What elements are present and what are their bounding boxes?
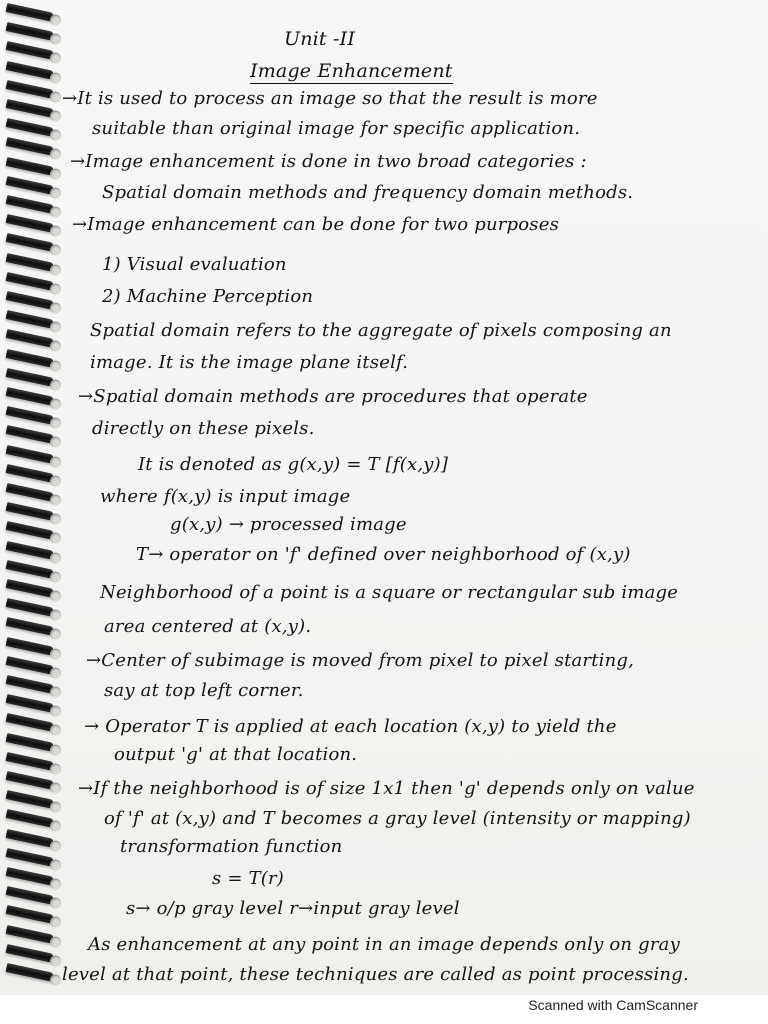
note-line-14: g(x,y) → processed image bbox=[170, 514, 407, 535]
spiral-ring bbox=[6, 253, 55, 272]
spiral-ring bbox=[6, 387, 55, 406]
spiral-ring bbox=[6, 963, 55, 982]
spiral-ring bbox=[6, 502, 55, 521]
spiral-ring bbox=[6, 809, 55, 828]
spiral-ring bbox=[6, 406, 55, 425]
note-line-26: s→ o/p gray level r→input gray level bbox=[126, 898, 460, 919]
spiral-ring bbox=[6, 176, 55, 195]
note-line-16: Neighborhood of a point is a square or rectangular sub image bbox=[100, 582, 679, 603]
spiral-ring bbox=[6, 617, 55, 636]
note-line-17: area centered at (x,y). bbox=[104, 616, 312, 637]
spiral-ring bbox=[6, 886, 55, 905]
spiral-ring bbox=[6, 118, 55, 137]
spiral-ring bbox=[6, 925, 55, 944]
spiral-ring bbox=[6, 214, 55, 233]
spiral-ring bbox=[6, 848, 55, 867]
note-line-15: T→ operator on 'f' defined over neighborhood of (x,y) bbox=[136, 544, 631, 565]
spiral-ring bbox=[6, 3, 55, 22]
spiral-ring bbox=[6, 733, 55, 752]
spiral-ring bbox=[6, 944, 55, 963]
page-title bbox=[250, 60, 453, 82]
spiral-ring bbox=[6, 233, 55, 252]
camscanner-watermark: Scanned with CamScanner bbox=[528, 997, 698, 1013]
note-line-20: → Operator T is applied at each location (x,y) to yield the bbox=[84, 716, 617, 737]
spiral-ring bbox=[6, 445, 55, 464]
spiral-ring bbox=[6, 579, 55, 598]
unit-title: Unit -II bbox=[284, 28, 356, 50]
note-line-10: →Spatial domain methods are procedures that operate bbox=[78, 386, 588, 407]
spiral-ring bbox=[6, 41, 55, 60]
spiral-ring bbox=[6, 464, 55, 483]
note-line-19: say at top left corner. bbox=[104, 680, 304, 701]
note-line-24: transformation function bbox=[120, 836, 343, 857]
note-line-25: s = T(r) bbox=[212, 868, 285, 889]
note-line-2: suitable than original image for specific application. bbox=[92, 118, 581, 139]
spiral-ring bbox=[6, 80, 55, 99]
note-line-28: level at that point, these techniques are called as point processing. bbox=[62, 964, 689, 985]
spiral-ring bbox=[6, 521, 55, 540]
spiral-ring bbox=[6, 368, 55, 387]
spiral-ring bbox=[6, 867, 55, 886]
note-line-3: →Image enhancement is done in two broad categories : bbox=[70, 151, 587, 172]
spiral-ring bbox=[6, 99, 55, 118]
spiral-ring bbox=[6, 195, 55, 214]
note-line-22: →If the neighborhood is of size 1x1 then 'g' depends only on value bbox=[78, 778, 695, 799]
note-line-11: directly on these pixels. bbox=[92, 418, 315, 439]
note-line-1: →It is used to process an image so that the result is more bbox=[62, 88, 598, 109]
spiral-ring bbox=[6, 329, 55, 348]
spiral-ring bbox=[6, 541, 55, 560]
spiral-ring bbox=[6, 483, 55, 502]
note-line-12: It is denoted as g(x,y) = T [f(x,y)] bbox=[138, 454, 449, 475]
note-line-13: where f(x,y) is input image bbox=[100, 486, 351, 507]
spiral-ring bbox=[6, 157, 55, 176]
spiral-ring bbox=[6, 310, 55, 329]
spiral-ring bbox=[6, 829, 55, 848]
spiral-ring bbox=[6, 905, 55, 924]
spiral-ring bbox=[6, 425, 55, 444]
spiral-ring bbox=[6, 656, 55, 675]
note-line-8: Spatial domain refers to the aggregate of pixels composing an bbox=[90, 320, 672, 341]
note-line-18: →Center of subimage is moved from pixel to pixel starting, bbox=[86, 650, 635, 671]
note-line-4: Spatial domain methods and frequency domain methods. bbox=[102, 182, 634, 203]
note-line-27: As enhancement at any point in an image depends only on gray bbox=[88, 934, 680, 955]
note-line-23: of 'f' at (x,y) and T becomes a gray level (intensity or mapping) bbox=[104, 808, 691, 829]
page-title-text: Image Enhancement bbox=[250, 60, 453, 82]
spiral-ring bbox=[6, 598, 55, 617]
spiral-ring bbox=[6, 349, 55, 368]
spiral-ring bbox=[6, 637, 55, 656]
spiral-ring bbox=[6, 752, 55, 771]
note-line-21: output 'g' at that location. bbox=[114, 744, 358, 765]
spiral-binding bbox=[0, 0, 58, 995]
scanner-footer bbox=[0, 995, 768, 1024]
note-line-5: →Image enhancement can be done for two purposes bbox=[72, 214, 560, 235]
spiral-ring bbox=[6, 291, 55, 310]
spiral-ring bbox=[6, 137, 55, 156]
note-line-7: 2) Machine Perception bbox=[102, 286, 314, 307]
spiral-ring bbox=[6, 771, 55, 790]
spiral-ring bbox=[6, 675, 55, 694]
note-line-6: 1) Visual evaluation bbox=[102, 254, 287, 275]
spiral-ring bbox=[6, 694, 55, 713]
spiral-ring bbox=[6, 560, 55, 579]
spiral-ring bbox=[6, 790, 55, 809]
spiral-ring bbox=[6, 61, 55, 80]
handwritten-notes bbox=[62, 22, 752, 992]
spiral-ring bbox=[6, 272, 55, 291]
spiral-ring bbox=[6, 22, 55, 41]
note-line-9: image. It is the image plane itself. bbox=[90, 352, 409, 373]
spiral-ring bbox=[6, 713, 55, 732]
